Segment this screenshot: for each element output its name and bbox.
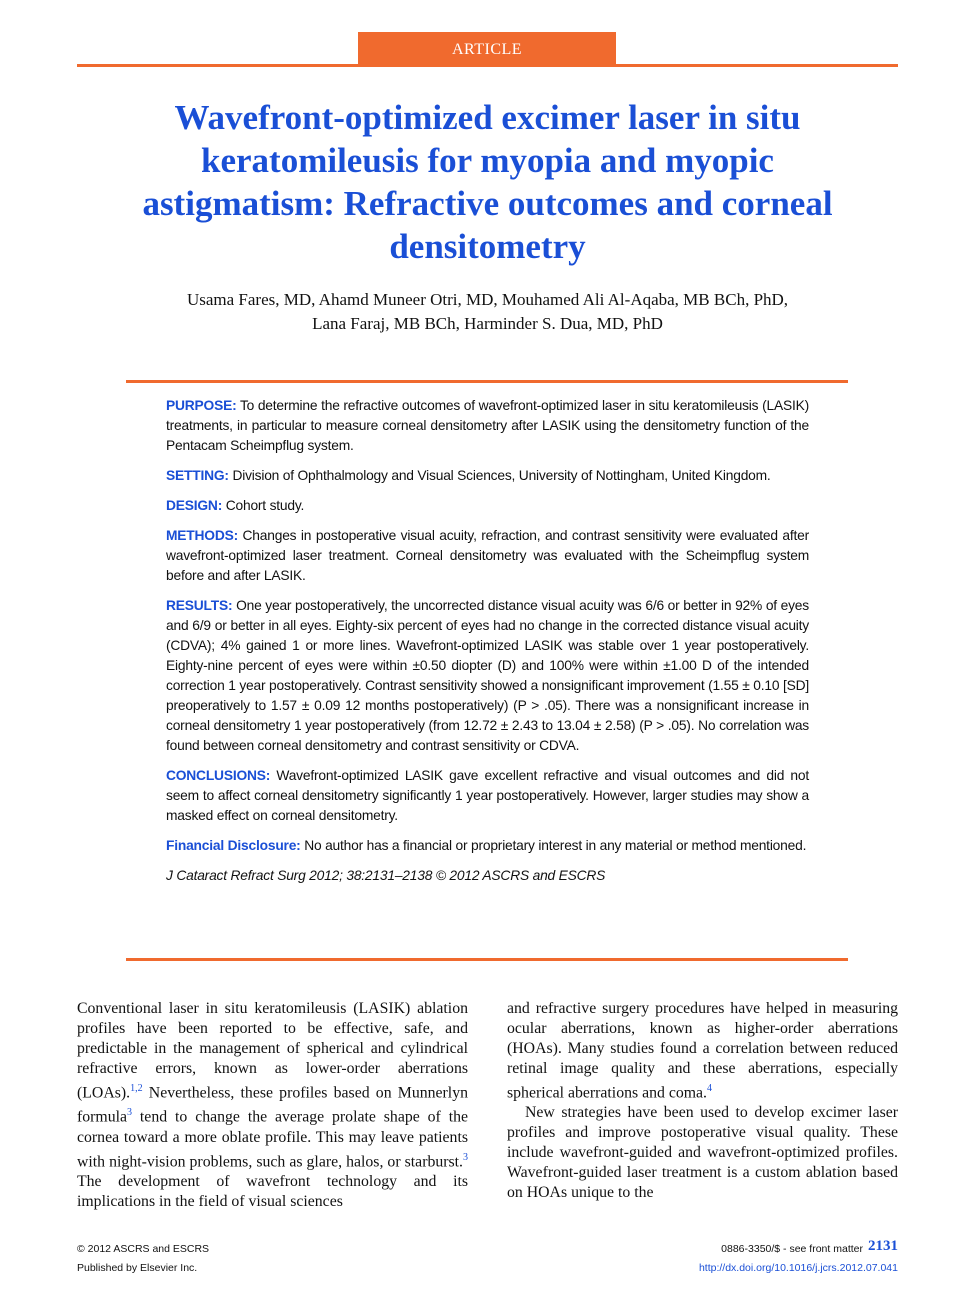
page-number: 2131 [868, 1238, 898, 1254]
intro-text-2: Nevertheless, these profiles based on Munnerlyn formula [77, 1084, 468, 1126]
disclosure-label: Financial Disclosure: [166, 838, 301, 853]
abstract-methods [166, 526, 809, 586]
doi-link[interactable]: http://dx.doi.org/10.1016/j.jcrs.2012.07.041 [698, 1262, 898, 1274]
footer-issn: 0886-3350/$ - see front matter [721, 1243, 863, 1255]
intro-paragraph-1 [77, 999, 468, 1212]
purpose-label: PURPOSE: [166, 398, 237, 413]
author-line-2: Lana Faraj, MB BCh, Harminder S. Dua, MD, PhD [312, 314, 663, 333]
abstract-results [166, 596, 809, 756]
footer-copyright: © 2012 ASCRS and ESCRS [77, 1243, 210, 1255]
abstract [166, 396, 809, 896]
setting-label: SETTING: [166, 468, 229, 483]
abstract-disclosure [166, 836, 809, 856]
ref-link-1-2[interactable]: 1,2 [130, 1083, 143, 1094]
footer-publisher: Published by Elsevier Inc. [77, 1262, 198, 1274]
ref-link-4[interactable]: 4 [707, 1083, 713, 1094]
abstract-setting [166, 466, 809, 486]
ref-link-3b[interactable]: 3 [463, 1151, 468, 1163]
body-column-right [507, 999, 898, 1203]
disclosure-text: No author has a financial or proprietary interest in any material or method mentioned. [304, 838, 807, 853]
intro-text-4: The development of wavefront technology and its implications in the field of visual sciences [77, 1172, 468, 1210]
header-rule [77, 64, 898, 67]
journal-citation: J Cataract Refract Surg 2012; 38:2131–2138 © 2012 ASCRS and ESCRS [166, 868, 606, 883]
intro-text-5: and refractive surgery procedures have helped in measuring ocular aberrations, known as higher-order aberrations (HOAs). Many studies found a correlation between reduced retinal image quality and these aberrations, especially spherical aberrations and coma. [507, 1000, 898, 1102]
intro-text-3: tend to change the average prolate shape of the cornea toward a more oblate profile. This may leave patients with night-vision problems, such as glare, halos, or starburst. [77, 1108, 468, 1170]
author-list [100, 288, 875, 336]
setting-text: Division of Ophthalmology and Visual Sciences, University of Nottingham, United Kingdom. [232, 468, 771, 483]
article-title: Wavefront-optimized excimer laser in situ keratomileusis for myopia and myopic astigmatism: Refractive outcomes and corneal densitometry [142, 98, 833, 266]
purpose-text: To determine the refractive outcomes of wavefront-optimized laser in situ keratomileusis (LASIK) treatments, in particular to measure corneal densitometry after LASIK using the densitometry function of the Pentacam Scheimpflug system. [166, 398, 809, 453]
intro-paragraph-1-cont [507, 999, 898, 1103]
author-line-1: Usama Fares, MD, Ahamd Muneer Otri, MD, Mouhamed Ali Al-Aqaba, MB BCh, PhD, [186, 290, 789, 309]
methods-label: METHODS: [166, 528, 238, 543]
intro-paragraph-2: New strategies have been used to develop excimer laser profiles and improve postoperative visual quality. These include wavefront-guided and wavefront-optimized profiles. Wavefront-guided laser treatment is a custom ablation based on HOAs unique to the [507, 1104, 898, 1202]
body-column-left [77, 999, 468, 1212]
abstract-bottom-rule [126, 958, 848, 961]
abstract-top-rule [126, 380, 848, 383]
methods-text: Changes in postoperative visual acuity, refraction, and contrast sensitivity were evaluated after wavefront-optimized laser treatment. Corneal densitometry was evaluated with the Scheimpflug system before and after LASIK. [166, 528, 809, 583]
results-label: RESULTS: [166, 598, 233, 613]
results-text: One year postoperatively, the uncorrected distance visual acuity was 6/6 or better in 92% of eyes and 6/9 or better in all eyes. Eighty-six percent of eyes had no change in the corrected distance visual acuity (CDVA); 4% gained 1 or more lines. Wavefront-optimized LASIK was stable over 1 year postoperatively. Eighty-nine percent of eyes were within ±0.50 diopter (D) and 100% were within ±1.00 D of the intended correction 1 year postoperatively. Contrast sensitivity showed a nonsignificant improvement (1.55 ± 0.10 [SD] preoperatively to 1.57 ± 0.09 12 months postoperatively) (P > .05). There was a nonsignificant increase in corneal densitometry 1 year postoperatively (from 12.72 ± 2.43 to 13.04 ± 2.58) (P > .05). No correlation was found between corneal densitometry and contrast sensitivity or CDVA. [166, 598, 809, 753]
article-type-tag: ARTICLE [358, 32, 616, 66]
abstract-design [166, 496, 809, 516]
conclusions-text: Wavefront-optimized LASIK gave excellent refractive and visual outcomes and did not seem to affect corneal densitometry significantly 1 year postoperatively. However, larger studies may show a masked effect on corneal densitometry. [166, 768, 809, 823]
abstract-conclusions [166, 766, 809, 826]
ref-link-3a[interactable]: 3 [127, 1107, 133, 1119]
intro-text-1: Conventional laser in situ keratomileusis (LASIK) ablation profiles have been reported to be effective, safe, and predictable in the management of spherical and cylindrical refractive errors, known as lower-order aberrations (LOAs). [77, 1000, 468, 1102]
abstract-purpose [166, 396, 809, 456]
design-text: Cohort study. [225, 498, 305, 513]
conclusions-label: CONCLUSIONS: [166, 768, 271, 783]
design-label: DESIGN: [166, 498, 223, 513]
